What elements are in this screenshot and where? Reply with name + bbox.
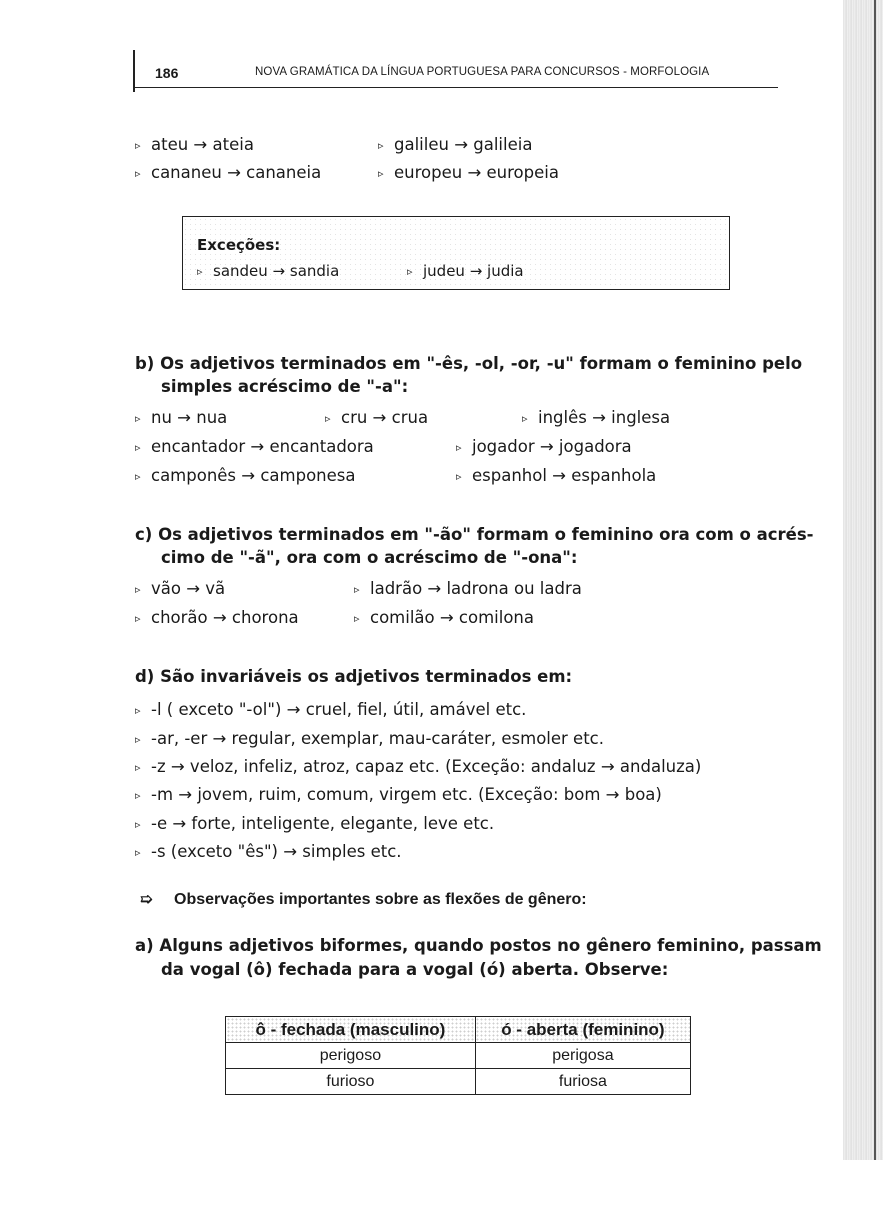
exception-item: ▹ sandeu → sandia — [197, 262, 340, 280]
bullet-triangle-icon: ▹ — [354, 583, 360, 596]
vowel-table — [225, 1016, 691, 1095]
table-header-row — [226, 1017, 691, 1043]
bullet-triangle-icon: ▹ — [135, 733, 141, 746]
rule-item: ▹ -e → forte, inteligente, elegante, leve etc. — [135, 814, 495, 833]
bullet-triangle-icon: ▹ — [354, 612, 360, 625]
example-item: ▹ vão → vã — [135, 579, 226, 598]
scanned-page-edge — [843, 0, 883, 1160]
bullet-triangle-icon: ▹ — [135, 441, 141, 454]
example-item: ▹ espanhol → espanhola — [456, 466, 657, 485]
bullet-triangle-icon: ▹ — [135, 470, 141, 483]
section-b-heading-cont: simples acréscimo de "-a": — [161, 377, 409, 396]
observations-heading: ➯ Observações importantes sobre as flexões de gênero: — [140, 891, 587, 908]
rule-item: ▹ -s (exceto "ês") → simples etc. — [135, 842, 402, 861]
section-c-heading: c) Os adjetivos terminados em "-ão" formam o feminino ora com o acrés- — [135, 525, 814, 544]
example-item: ▹ ladrão → ladrona ou ladra — [354, 579, 582, 598]
table-cell: perigoso — [226, 1043, 476, 1069]
example-item: ▹ cru → crua — [325, 408, 429, 427]
bullet-triangle-icon: ▹ — [135, 789, 141, 802]
bullet-triangle-icon: ▹ — [135, 761, 141, 774]
table-row — [226, 1069, 691, 1095]
example-item: ▹ comilão → comilona — [354, 608, 535, 627]
exceptions-box — [182, 216, 730, 290]
bullet-triangle-icon: ▹ — [325, 412, 331, 425]
bullet-triangle-icon: ▹ — [522, 412, 528, 425]
example-item: ▹ chorão → chorona — [135, 608, 299, 627]
column-header: ó - aberta (feminino) — [475, 1017, 690, 1043]
running-head: NOVA GRAMÁTICA DA LÍNGUA PORTUGUESA PARA CONCURSOS - MORFOLOGIA — [255, 66, 710, 78]
rule-item: ▹ -l ( exceto "-ol") → cruel, fiel, útil, amável etc. — [135, 700, 527, 719]
section-c-heading-cont: cimo de "-ã", ora com o acréscimo de "-ona": — [161, 548, 578, 567]
rule-item: ▹ -z → veloz, infeliz, atroz, capaz etc. (Exceção: andaluz → andaluza) — [135, 757, 702, 776]
bullet-triangle-icon: ▹ — [197, 265, 203, 278]
table-cell: perigosa — [475, 1043, 690, 1069]
example-item: ▹ encantador → encantadora — [135, 437, 374, 456]
bullet-triangle-icon: ▹ — [456, 470, 462, 483]
bullet-triangle-icon: ▹ — [378, 139, 384, 152]
bullet-triangle-icon: ▹ — [135, 704, 141, 717]
exceptions-title: Exceções: — [197, 236, 281, 254]
example-item: ▹ camponês → camponesa — [135, 466, 356, 485]
bullet-triangle-icon: ▹ — [378, 167, 384, 180]
bullet-triangle-icon: ▹ — [456, 441, 462, 454]
bullet-triangle-icon: ▹ — [135, 412, 141, 425]
bullet-triangle-icon: ▹ — [135, 139, 141, 152]
bullet-triangle-icon: ▹ — [135, 846, 141, 859]
header-left-rule — [133, 50, 135, 92]
example-item: ▹ galileu → galileia — [378, 135, 533, 154]
section-d-heading: d) São invariáveis os adjetivos terminados em: — [135, 667, 573, 686]
arrow-pointer-icon: ➯ — [140, 891, 153, 908]
example-item: ▹ nu → nua — [135, 408, 228, 427]
section-a-heading-cont: da vogal (ô) fechada para a vogal (ó) aberta. Observe: — [161, 960, 669, 979]
section-a-heading: a) Alguns adjetivos biformes, quando postos no gênero feminino, passam — [135, 936, 822, 955]
example-item: ▹ inglês → inglesa — [522, 408, 671, 427]
scanned-page-edge-line — [874, 0, 876, 1160]
example-item: ▹ cananeu → cananeia — [135, 163, 322, 182]
example-item: ▹ jogador → jogadora — [456, 437, 632, 456]
example-item: ▹ ateu → ateia — [135, 135, 254, 154]
table-cell: furiosa — [475, 1069, 690, 1095]
page-number: 186 — [155, 65, 179, 81]
header-rule — [133, 87, 778, 88]
rule-item: ▹ -ar, -er → regular, exemplar, mau-caráter, esmoler etc. — [135, 729, 604, 748]
rule-item: ▹ -m → jovem, ruim, comum, virgem etc. (Exceção: bom → boa) — [135, 785, 662, 804]
exception-item: ▹ judeu → judia — [407, 262, 524, 280]
bullet-triangle-icon: ▹ — [407, 265, 413, 278]
bullet-triangle-icon: ▹ — [135, 612, 141, 625]
bullet-triangle-icon: ▹ — [135, 818, 141, 831]
example-item: ▹ europeu → europeia — [378, 163, 559, 182]
section-b-heading: b) Os adjetivos terminados em "-ês, -ol, -or, -u" formam o feminino pelo — [135, 354, 803, 373]
bullet-triangle-icon: ▹ — [135, 583, 141, 596]
column-header: ô - fechada (masculino) — [226, 1017, 476, 1043]
bullet-triangle-icon: ▹ — [135, 167, 141, 180]
table-cell: furioso — [226, 1069, 476, 1095]
table-row — [226, 1043, 691, 1069]
